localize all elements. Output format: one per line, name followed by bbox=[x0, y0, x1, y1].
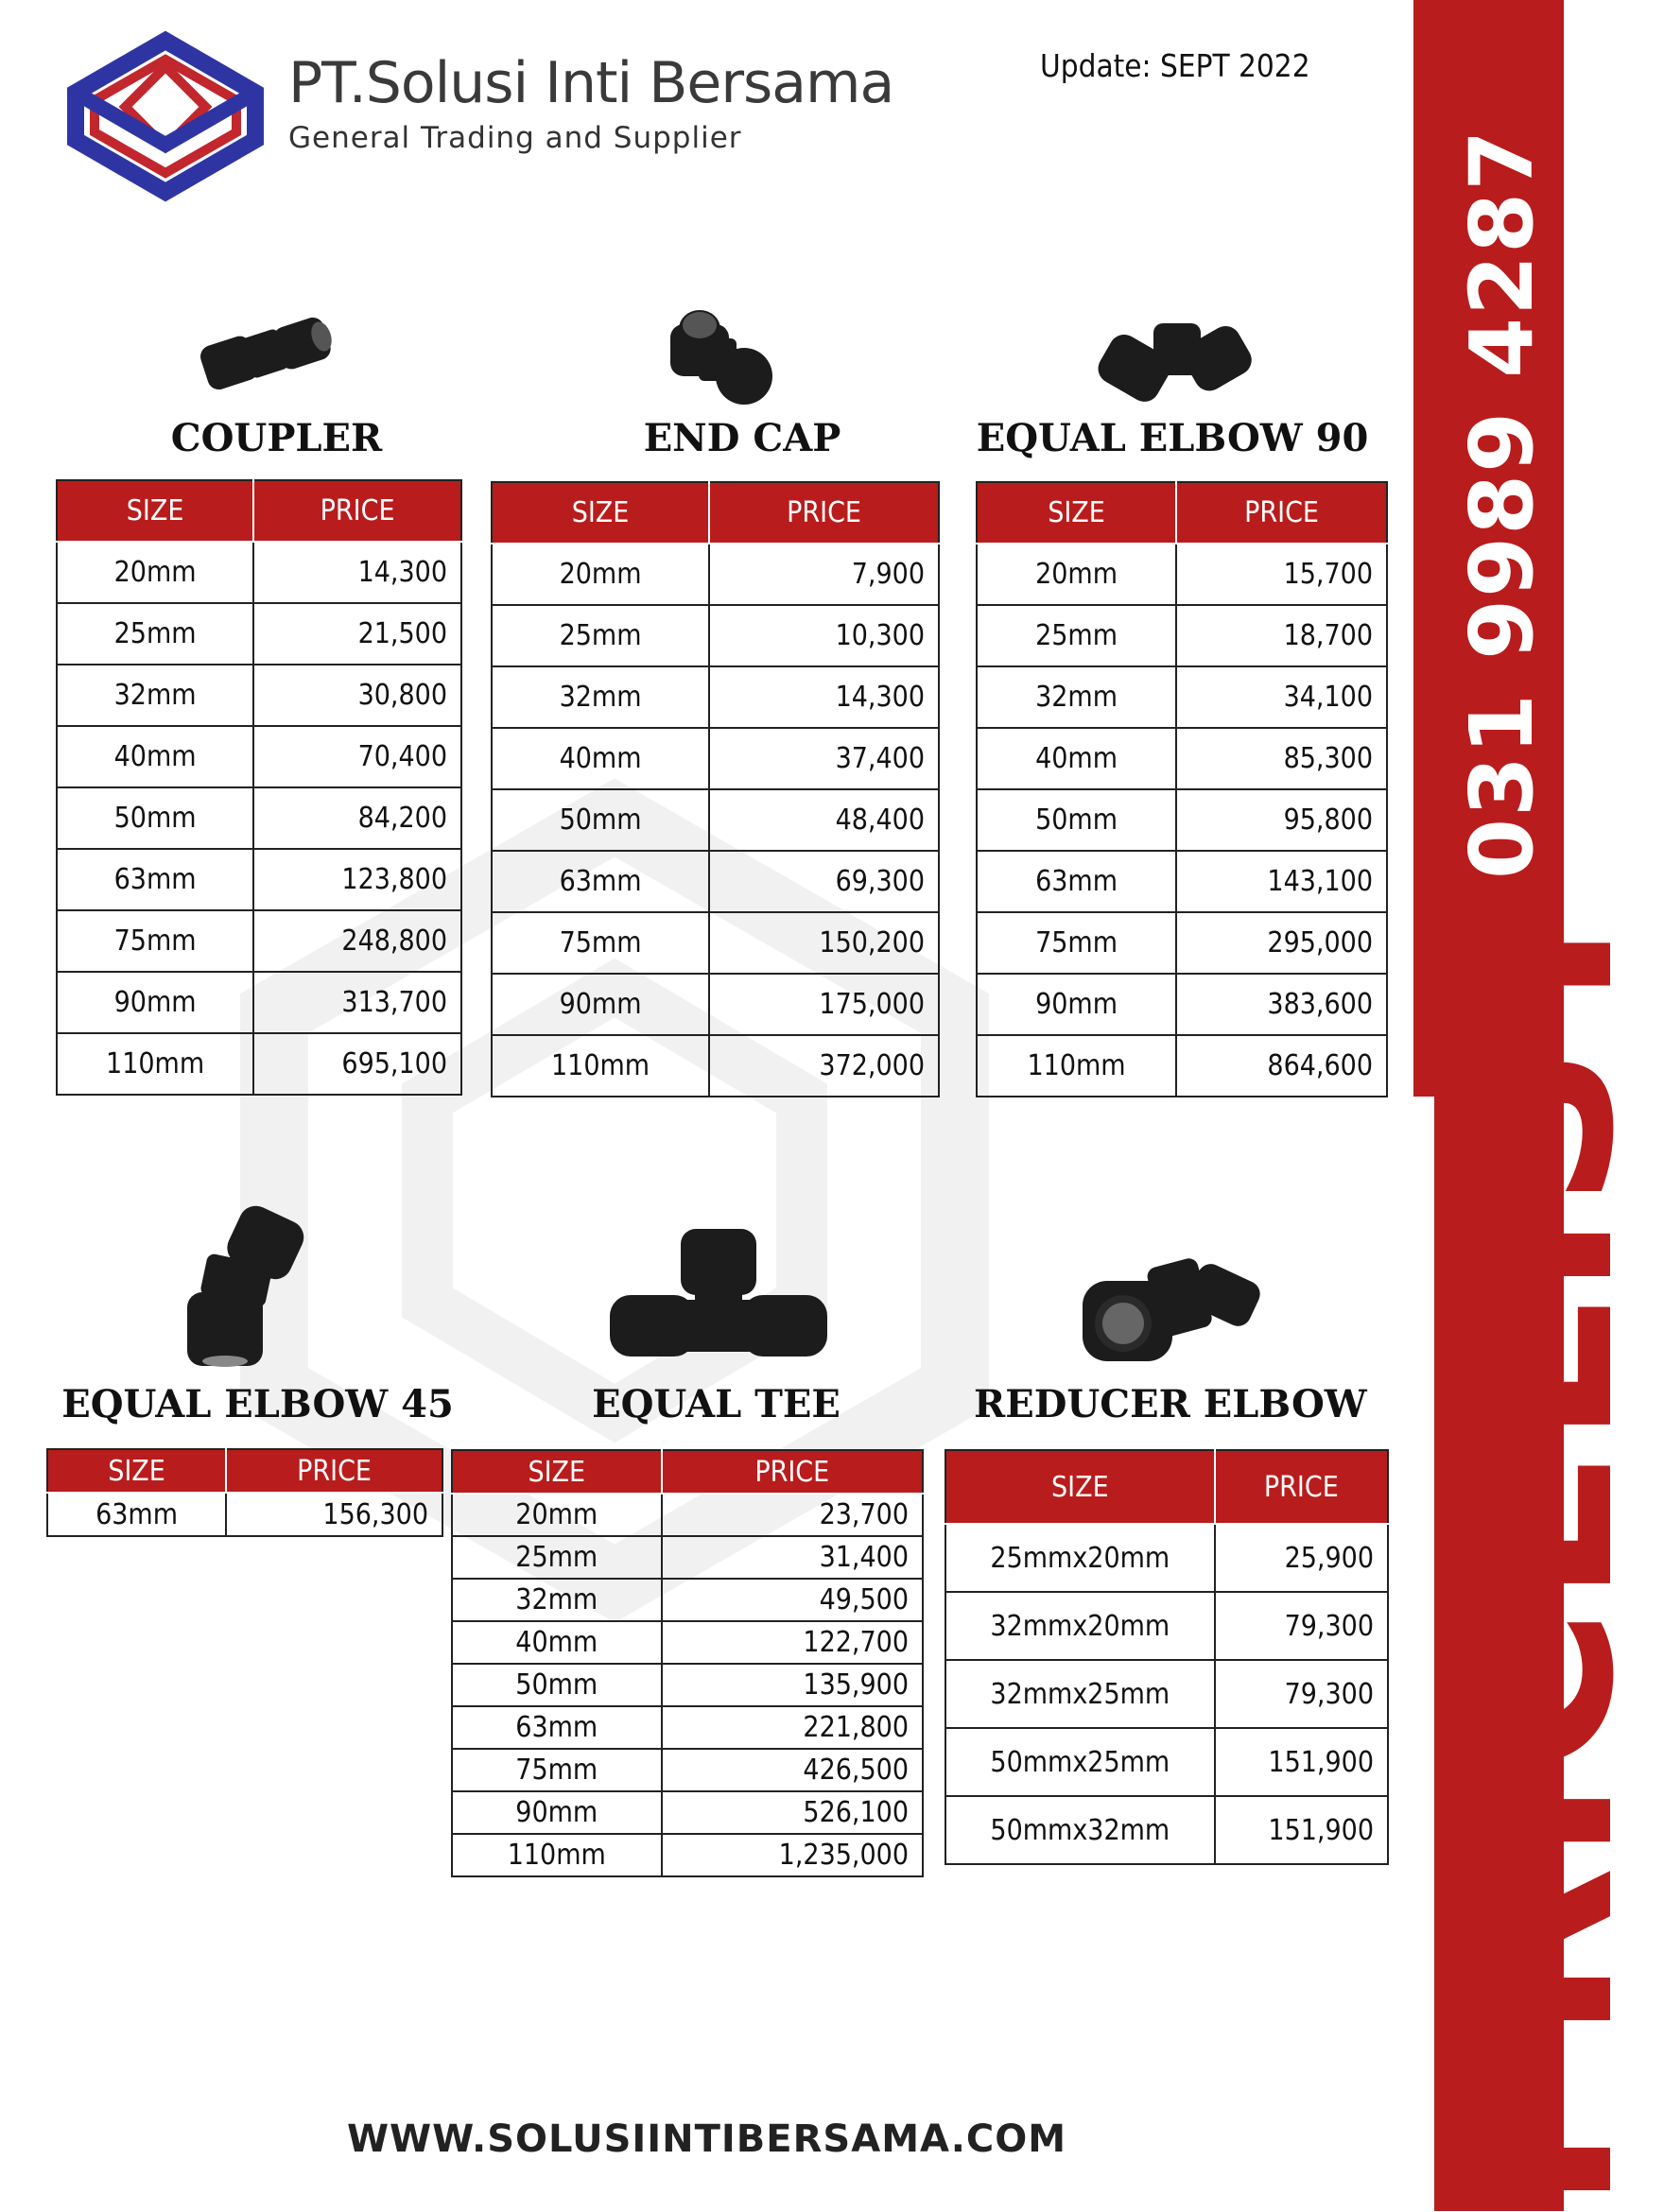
table-row: 32mm 14,300 bbox=[492, 666, 939, 728]
table-row: 50mm 95,800 bbox=[977, 789, 1387, 851]
table-row: 40mm 85,300 bbox=[977, 728, 1387, 789]
reducer-elbow-icon bbox=[1078, 1248, 1267, 1366]
table-row: 90mm 526,100 bbox=[452, 1791, 923, 1834]
price-table bbox=[976, 481, 1388, 1097]
table-row: 32mmx20mm 79,300 bbox=[945, 1592, 1388, 1660]
company-block bbox=[288, 50, 894, 155]
table-row: 75mm 150,200 bbox=[492, 912, 939, 974]
column-header-price: PRICE bbox=[709, 482, 939, 544]
table-row: 40mm 37,400 bbox=[492, 728, 939, 789]
price-table bbox=[46, 1448, 443, 1537]
product-title: EQUAL ELBOW 45 bbox=[61, 1382, 454, 1426]
table-row: 20mm 15,700 bbox=[977, 544, 1387, 605]
table-row: 90mm 313,700 bbox=[57, 972, 461, 1033]
table-row: 75mm 248,800 bbox=[57, 910, 461, 972]
column-header-size: SIZE bbox=[945, 1450, 1215, 1524]
product-title: EQUAL ELBOW 90 bbox=[976, 416, 1369, 460]
product-title: EQUAL TEE bbox=[592, 1382, 841, 1426]
table-row: 50mmx32mm 151,900 bbox=[945, 1796, 1388, 1864]
column-header-price: PRICE bbox=[226, 1449, 442, 1493]
table-row: 40mm 122,700 bbox=[452, 1621, 923, 1664]
column-header-size: SIZE bbox=[57, 480, 253, 542]
price-table bbox=[491, 481, 940, 1097]
table-row: 90mm 175,000 bbox=[492, 974, 939, 1035]
table-row: 63mm 156,300 bbox=[47, 1493, 442, 1536]
table-row: 32mm 49,500 bbox=[452, 1579, 923, 1621]
product-title: END CAP bbox=[643, 416, 841, 460]
table-row: 20mm 7,900 bbox=[492, 544, 939, 605]
table-row: 75mm 295,000 bbox=[977, 912, 1387, 974]
table-row: 25mm 10,300 bbox=[492, 605, 939, 666]
table-row: 40mm 70,400 bbox=[57, 726, 461, 787]
table-row: 25mmx20mm 25,900 bbox=[945, 1524, 1388, 1592]
table-row: 20mm 23,700 bbox=[452, 1494, 923, 1536]
phone-number: 031 9989 4287 bbox=[1451, 128, 1552, 879]
table-row: 32mm 34,100 bbox=[977, 666, 1387, 728]
end-cap-icon bbox=[657, 301, 780, 409]
table-row: 25mm 21,500 bbox=[57, 603, 461, 665]
table-row: 32mm 30,800 bbox=[57, 665, 461, 726]
column-header-price: PRICE bbox=[1215, 1450, 1388, 1524]
table-row: 75mm 426,500 bbox=[452, 1749, 923, 1791]
table-row: 25mm 18,700 bbox=[977, 605, 1387, 666]
column-header-price: PRICE bbox=[662, 1450, 923, 1494]
product-title: REDUCER ELBOW bbox=[974, 1382, 1367, 1426]
company-tagline: General Trading and Supplier bbox=[288, 121, 742, 155]
column-header-size: SIZE bbox=[492, 482, 709, 544]
website-footer: WWW.SOLUSIINTIBERSAMA.COM bbox=[346, 2117, 1067, 2161]
table-row: 32mmx25mm 79,300 bbox=[945, 1660, 1388, 1728]
table-row: 63mm 221,800 bbox=[452, 1706, 923, 1749]
table-row: 50mm 84,200 bbox=[57, 787, 461, 849]
elbow-45-icon bbox=[180, 1202, 307, 1368]
pricelist-watermark: PRICELIST bbox=[1399, 883, 1664, 2211]
table-row: 63mm 123,800 bbox=[57, 849, 461, 910]
update-date: Update: SEPT 2022 bbox=[1040, 47, 1310, 84]
price-table bbox=[945, 1449, 1389, 1865]
price-table bbox=[56, 479, 462, 1096]
table-row: 50mmx25mm 151,900 bbox=[945, 1728, 1388, 1796]
table-row: 110mm 864,600 bbox=[977, 1035, 1387, 1097]
tee-icon bbox=[605, 1224, 832, 1361]
column-header-price: PRICE bbox=[253, 480, 461, 542]
table-row: 63mm 143,100 bbox=[977, 851, 1387, 912]
column-header-price: PRICE bbox=[1176, 482, 1387, 544]
table-row: 90mm 383,600 bbox=[977, 974, 1387, 1035]
table-row: 63mm 69,300 bbox=[492, 851, 939, 912]
company-logo bbox=[57, 26, 274, 197]
elbow-90-icon bbox=[1087, 304, 1257, 404]
table-row: 25mm 31,400 bbox=[452, 1536, 923, 1579]
table-row: 110mm 372,000 bbox=[492, 1035, 939, 1097]
column-header-size: SIZE bbox=[47, 1449, 226, 1493]
price-table bbox=[451, 1449, 924, 1877]
table-row: 20mm 14,300 bbox=[57, 542, 461, 603]
table-row: 110mm 1,235,000 bbox=[452, 1834, 923, 1876]
table-row: 110mm 695,100 bbox=[57, 1033, 461, 1095]
table-row: 50mm 48,400 bbox=[492, 789, 939, 851]
product-title: COUPLER bbox=[170, 416, 383, 460]
column-header-size: SIZE bbox=[452, 1450, 662, 1494]
table-row: 50mm 135,900 bbox=[452, 1664, 923, 1706]
column-header-size: SIZE bbox=[977, 482, 1176, 544]
company-name: PT.Solusi Inti Bersama bbox=[288, 50, 894, 116]
coupler-icon bbox=[189, 304, 345, 404]
